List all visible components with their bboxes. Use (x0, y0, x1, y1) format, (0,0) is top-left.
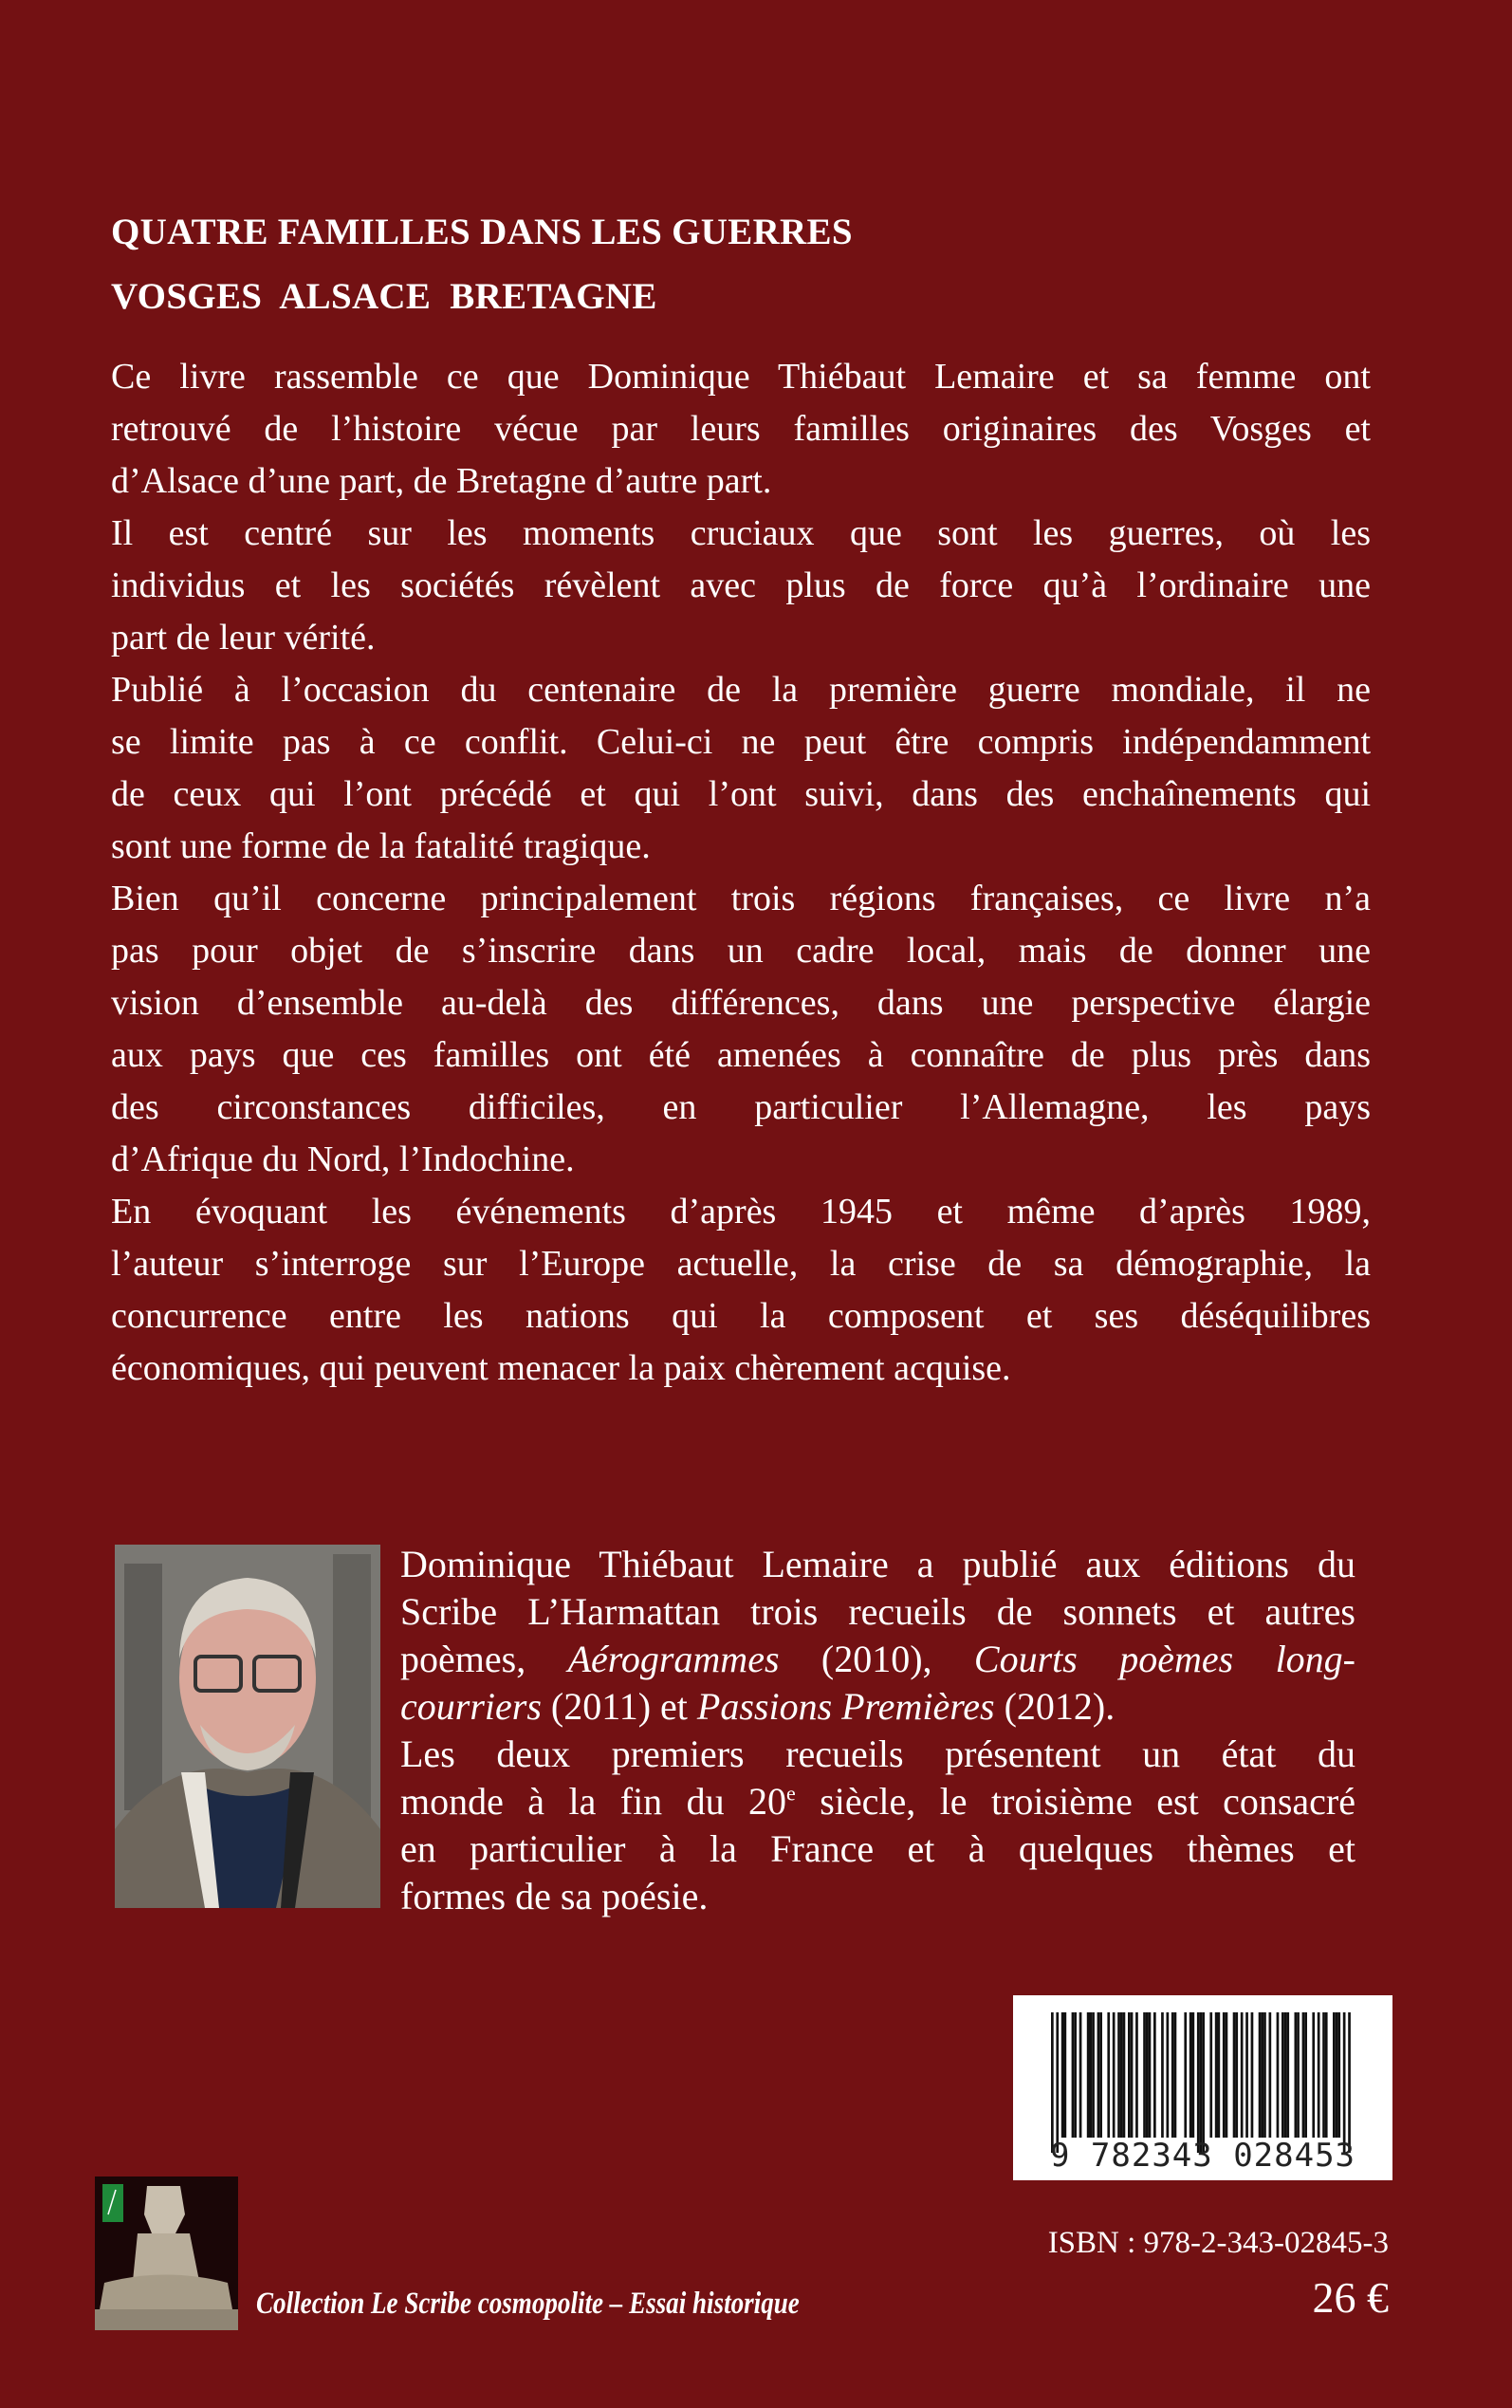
barcode-bar (1135, 2012, 1138, 2138)
synopsis (111, 351, 1371, 1395)
synopsis-line: se limite pas à ce conflit. Celui-ci ne peut être compris indépendamment (111, 722, 1371, 762)
bio-line: Les deux premiers recueils présentent un état du (400, 1732, 1355, 1775)
barcode-bar (1200, 2012, 1203, 2153)
bio-text: monde à la fin du 20 (400, 1780, 787, 1823)
synopsis-line: pas pour objet de s’inscrire dans un cadre local, mais de donner une (111, 931, 1371, 971)
barcode-bar (1286, 2012, 1289, 2138)
barcode-bar (1282, 2012, 1284, 2138)
barcode-bar (1304, 2012, 1307, 2138)
barcode-bar (1143, 2012, 1146, 2138)
author-bio (400, 1541, 1355, 1920)
barcode-bar (1337, 2012, 1340, 2138)
barcode-bar (1223, 2012, 1226, 2138)
bio-line: formes de sa poésie. (400, 1875, 709, 1917)
barcode-bar (1072, 2012, 1075, 2138)
barcode-bar (1090, 2012, 1093, 2138)
barcode-bar (1074, 2012, 1077, 2138)
synopsis-line: d’Afrique du Nord, l’Indochine. (111, 1139, 575, 1179)
superscript: e (786, 1781, 796, 1806)
barcode-bar (1259, 2012, 1262, 2138)
barcode-bar (1061, 2012, 1064, 2138)
barcode-bar (1192, 2012, 1195, 2138)
barcode-bar (1226, 2012, 1228, 2138)
barcode-bar (1056, 2012, 1059, 2153)
synopsis-paragraph (111, 664, 1371, 873)
barcode-bar (1189, 2012, 1192, 2138)
synopsis-line: sont une forme de la fatalité tragique. (111, 826, 651, 866)
book-title-passions-premieres: Passions Premières (696, 1685, 995, 1728)
barcode-bar (1348, 2012, 1351, 2153)
price: 26 € (1312, 2273, 1389, 2322)
bio-line (400, 1683, 1355, 1731)
barcode-bar (1277, 2012, 1280, 2138)
collection-logo-scribe-statue (95, 2176, 238, 2330)
barcode-bar (1241, 2012, 1244, 2138)
barcode-bar (1269, 2012, 1272, 2138)
synopsis-line: Publié à l’occasion du centenaire de la première guerre mondiale, il ne (111, 670, 1371, 710)
barcode-bar (1064, 2012, 1067, 2138)
barcode-bar (1131, 2012, 1134, 2138)
barcode-bar (1302, 2012, 1305, 2138)
barcode-bar (1312, 2012, 1315, 2138)
synopsis-line: l’auteur s’interroge sur l’Europe actuelle, la crise de sa démographie, la (111, 1244, 1371, 1284)
barcode-bar (1174, 2012, 1177, 2138)
barcode-bar (1097, 2012, 1100, 2138)
collection-name: Collection Le Scribe cosmopolite – Essai historique (256, 2287, 800, 2321)
synopsis-line: vision d’ensemble au-delà des différences, dans une perspective élargie (111, 983, 1371, 1023)
book-title-courts-poemes-cont: courriers (400, 1685, 542, 1728)
synopsis-line: concurrence entre les nations qui la composent et ses déséquilibres (111, 1296, 1371, 1336)
synopsis-line: des circonstances difficiles, en particulier l’Allemagne, les pays (111, 1087, 1371, 1127)
bio-text: (2011) et (541, 1685, 697, 1728)
synopsis-line: de ceux qui l’ont précédé et qui l’ont suivi, dans des enchaînements qui (111, 774, 1371, 814)
book-title-aerogrammes: Aérogrammes (567, 1638, 780, 1680)
barcode-bar (1251, 2012, 1254, 2138)
barcode-bar (1149, 2012, 1152, 2138)
bio-line: Scribe L’Harmattan trois recueils de sonnets et autres (400, 1590, 1355, 1633)
author-photo (115, 1545, 380, 1908)
barcode-bar (1120, 2012, 1123, 2138)
barcode-bar (1079, 2012, 1082, 2138)
barcode-bar (1113, 2012, 1116, 2138)
bio-text: (2012). (994, 1685, 1116, 1728)
book-title: QUATRE FAMILLES DANS LES GUERRES (111, 212, 853, 252)
barcode-bar (1318, 2012, 1320, 2138)
barcode-bar (1263, 2012, 1266, 2138)
barcode-bar (1284, 2012, 1287, 2138)
barcode-digits: 9 782343 028453 (1049, 2137, 1356, 2175)
barcode-bar (1171, 2012, 1174, 2138)
synopsis-line: Ce livre rassemble ce que Dominique Thiébaut Lemaire et sa femme ont (111, 357, 1371, 397)
isbn: ISBN : 978-2-343-02845-3 (1047, 2226, 1389, 2260)
bio-line: Dominique Thiébaut Lemaire a publié aux éditions du (400, 1543, 1355, 1585)
synopsis-line: économiques, qui peuvent menacer la paix chèrement acquise. (111, 1348, 1011, 1388)
barcode-bar (1128, 2012, 1131, 2138)
bio-line: en particulier à la France et à quelques thèmes et (400, 1827, 1355, 1870)
barcode-bar (1051, 2012, 1054, 2153)
barcode-bar (1215, 2012, 1218, 2138)
barcode-bar (1092, 2012, 1095, 2138)
barcode-bar (1197, 2012, 1200, 2153)
bio-line (400, 1778, 1355, 1825)
barcode-bar (1184, 2012, 1187, 2138)
barcode-bar (1297, 2012, 1300, 2138)
book-title-courts-poemes: Courts poèmes long- (973, 1638, 1356, 1680)
barcode-bar (1087, 2012, 1090, 2138)
synopsis-line: individus et les sociétés révèlent avec plus de force qu’à l’ordinaire une (111, 565, 1371, 605)
barcode-bar (1333, 2012, 1336, 2138)
synopsis-line: d’Alsace d’une part, de Bretagne d’autre part. (111, 461, 772, 501)
barcode-bar (1295, 2012, 1298, 2138)
barcode-bar (1107, 2012, 1110, 2138)
bio-text: poèmes, (400, 1638, 568, 1680)
barcode-bar (1123, 2012, 1126, 2138)
synopsis-line: retrouvé de l’histoire vécue par leurs familles originaires des Vosges et (111, 409, 1371, 449)
synopsis-paragraph (111, 351, 1371, 508)
barcode-bar (1261, 2012, 1263, 2138)
barcode-bar (1117, 2012, 1120, 2138)
barcode-bar (1202, 2012, 1205, 2153)
barcode-bar (1167, 2012, 1170, 2138)
synopsis-line: En évoquant les événements d’après 1945 et même d’après 1989, (111, 1192, 1371, 1232)
bio-text: siècle, le troisième est consacré (795, 1780, 1356, 1823)
synopsis-line: Bien qu’il concerne principalement trois régions françaises, ce livre n’a (111, 879, 1371, 918)
barcode-bar (1245, 2012, 1248, 2138)
bio-line (400, 1636, 1355, 1683)
book-subtitle: VOSGES ALSACE BRETAGNE (111, 276, 657, 317)
synopsis-paragraph (111, 508, 1371, 664)
barcode-bar (1153, 2012, 1156, 2138)
barcode-bar (1336, 2012, 1338, 2138)
synopsis-line: part de leur vérité. (111, 618, 376, 658)
barcode-bar (1322, 2012, 1325, 2138)
barcode-bar (1218, 2012, 1221, 2138)
bio-text: (2010), (779, 1638, 974, 1680)
barcode-bar (1233, 2012, 1236, 2138)
barcode-bar (1146, 2012, 1149, 2138)
barcode-bar (1235, 2012, 1238, 2138)
barcode-bar (1325, 2012, 1328, 2138)
barcode-bar (1099, 2012, 1102, 2138)
synopsis-line: aux pays que ces familles ont été amenées à connaître de plus près dans (111, 1035, 1371, 1075)
synopsis-paragraph (111, 1186, 1371, 1395)
synopsis-paragraph (111, 873, 1371, 1186)
barcode-bar (1343, 2012, 1346, 2153)
barcode-bar (1209, 2012, 1212, 2138)
barcode (1013, 1995, 1392, 2180)
barcode-bar (1161, 2012, 1164, 2138)
synopsis-line: Il est centré sur les moments cruciaux que sont les guerres, où les (111, 513, 1371, 553)
